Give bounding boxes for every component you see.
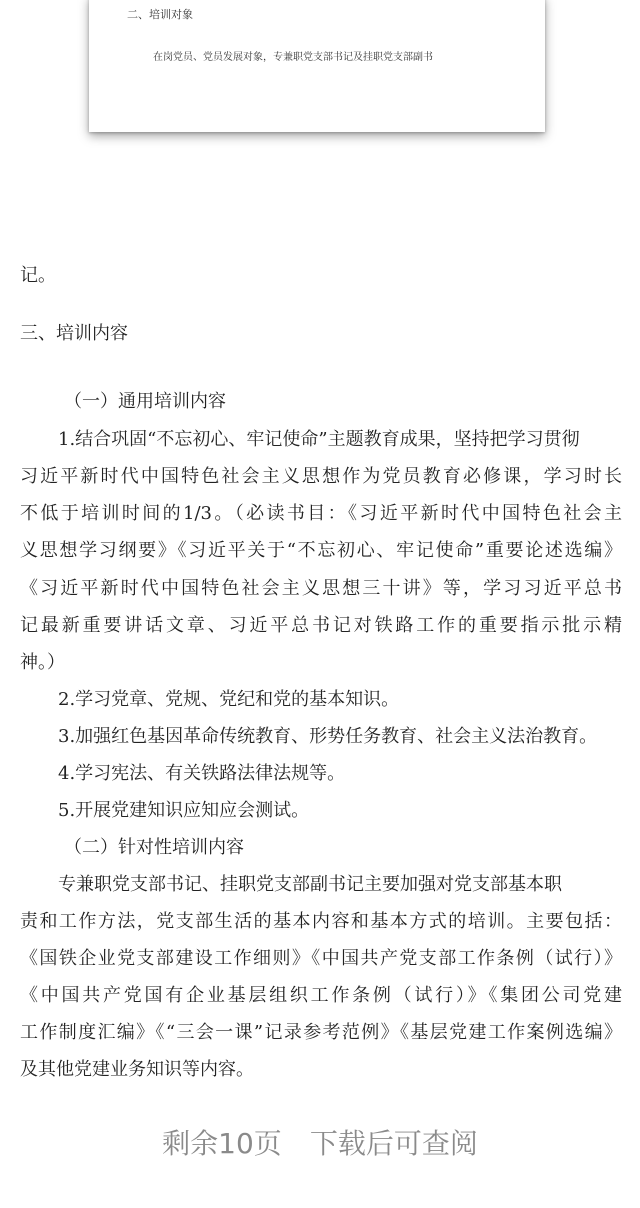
item-1-line-3: 不低于培训时间的1/3。（必读书目：《习近平新时代中国特色社会主	[20, 503, 622, 524]
item-1-line-5: 《习近平新时代中国特色社会主义思想三十讲》等，学习习近平总书	[20, 578, 622, 599]
para-2-line-2: 责和工作方法，党支部生活的基本内容和基本方式的培训。主要包括：	[20, 911, 622, 932]
para-2-line-3: 《国铁企业党支部建设工作细则》《中国共产党支部工作条例（试行）》	[20, 948, 622, 969]
download-to-view-text: 下载后可查阅	[309, 1127, 478, 1160]
para-2-line-5: 工作制度汇编》《“三会一课”记录参考范例》《基层党建工作案例选编》	[20, 1022, 622, 1043]
section-3-title: 三、培训内容	[20, 323, 128, 344]
item-1-line-4: 义思想学习纲要》《习近平关于“不忘初心、牢记使命”重要论述选编》	[20, 540, 622, 561]
item-3: 3.加强红色基因革命传统教育、形势任务教育、社会主义法治教育。	[58, 726, 598, 747]
preview-page-card	[89, 0, 545, 132]
item-1-line-2: 习近平新时代中国特色社会主义思想作为党员教育必修课，学习时长	[20, 466, 622, 487]
para-2-line-6: 及其他党建业务知识等内容。	[20, 1059, 254, 1080]
subsection-2-title: （二）针对性培训内容	[64, 837, 244, 858]
para-2-line-1: 专兼职党支部书记、挂职党支部副书记主要加强对党支部基本职	[58, 874, 562, 895]
item-4: 4.学习宪法、有关铁路法律法规等。	[58, 763, 346, 784]
para-2-line-4: 《中国共产党国有企业基层组织工作条例（试行）》《集团公司党建	[20, 985, 622, 1006]
continuation-text: 记。	[20, 265, 56, 286]
item-1-line-6: 记最新重要讲话文章、习近平总书记对铁路工作的重要指示批示精	[20, 615, 622, 636]
download-prompt[interactable]	[0, 1124, 640, 1164]
item-5: 5.开展党建知识应知应会测试。	[58, 800, 310, 821]
remaining-pages-text: 剩余10页	[162, 1127, 282, 1160]
card-section-heading: 二、培训对象	[127, 8, 193, 21]
item-1-line-1: 1.结合巩固“不忘初心、牢记使命”主题教育成果，坚持把学习贯彻	[58, 429, 580, 450]
item-1-line-7: 神。）	[20, 652, 65, 673]
card-body-text: 在岗党员、党员发展对象，专兼职党支部书记及挂职党支部副书	[153, 52, 433, 63]
item-2: 2.学习党章、党规、党纪和党的基本知识。	[58, 689, 400, 710]
subsection-1-title: （一）通用培训内容	[64, 391, 226, 412]
